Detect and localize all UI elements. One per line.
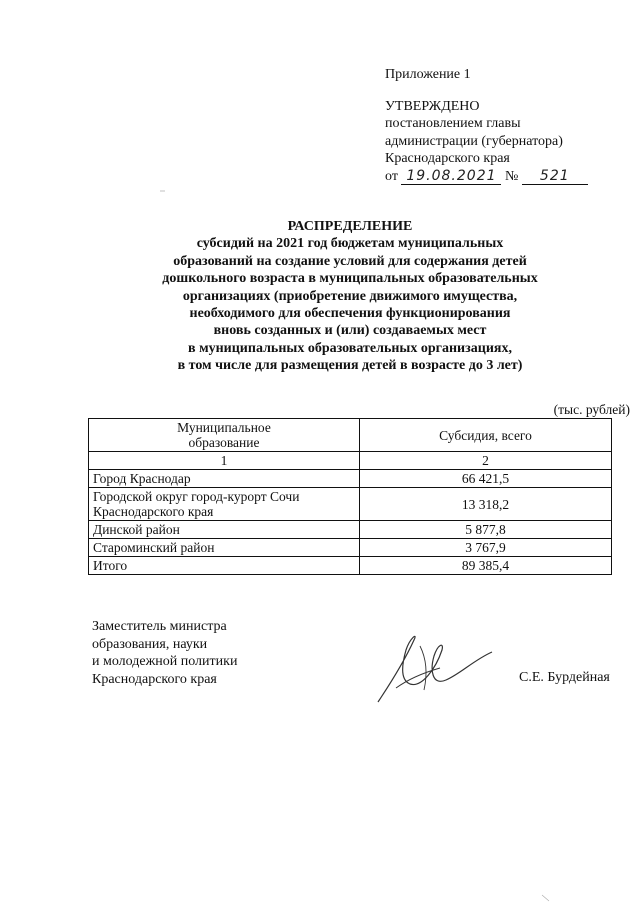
heading-line-6: вновь созданных и (или) создаваемых мест xyxy=(213,323,487,339)
heading-line-1: субсидий на 2021 год бюджетам муниципальных xyxy=(196,236,504,252)
row-municipality xyxy=(89,488,360,521)
approval-date: 19.08.2021 xyxy=(401,169,501,185)
header-subsidy: Субсидия, всего xyxy=(360,419,612,452)
row-municipality: Динской район xyxy=(89,521,360,539)
table-header-row xyxy=(89,419,612,452)
approval-number: 521 xyxy=(522,169,588,185)
heading-line-4: организациях (приобретение движимого имущества, xyxy=(182,288,518,304)
units-label: (тыс. рублей) xyxy=(553,402,630,417)
row-subsidy: 5 877,8 xyxy=(360,521,612,539)
approval-block xyxy=(385,66,588,185)
number-prefix: № xyxy=(504,168,519,184)
row-municipality: Староминский район xyxy=(89,539,360,557)
document-heading xyxy=(130,218,570,375)
stray-mark xyxy=(541,890,551,908)
signer-line-3: и молодежной политики xyxy=(92,654,238,669)
signer-line-4: Краснодарского края xyxy=(92,671,217,687)
total-value: 89 385,4 xyxy=(360,557,612,575)
approval-line-2: администрации (губернатора) xyxy=(385,133,563,149)
handwritten-signature xyxy=(370,628,500,713)
date-prefix: от xyxy=(385,168,398,184)
heading-line-5: необходимого для обеспечения функционирования xyxy=(189,306,511,322)
heading-line-7: в муниципальных образовательных организациях, xyxy=(188,340,512,356)
column-number-1: 1 xyxy=(89,452,360,470)
column-number-2: 2 xyxy=(360,452,612,470)
appendix-label: Приложение 1 xyxy=(385,67,471,82)
row-subsidy: 13 318,2 xyxy=(360,488,612,521)
table-column-numbers-row xyxy=(89,452,612,470)
row-municipality: Город Краснодар xyxy=(89,470,360,488)
stray-mark xyxy=(160,180,166,198)
header-municipality-line-1: Муниципальное xyxy=(177,420,271,435)
document-title: РАСПРЕДЕЛЕНИЕ xyxy=(287,219,413,234)
row-municipality-line-2: Краснодарского края xyxy=(93,504,214,519)
signer-line-2: образования, науки xyxy=(92,636,208,652)
table-row xyxy=(89,521,612,539)
table-row xyxy=(89,539,612,557)
table-total-row xyxy=(89,557,612,575)
distribution-table xyxy=(88,418,612,575)
signer-line-1: Заместитель министра xyxy=(92,619,227,634)
total-label: Итого xyxy=(89,557,360,575)
heading-line-2: образований на создание условий для содержания детей xyxy=(173,253,527,269)
row-municipality-line-1: Городской округ город-курорт Сочи xyxy=(93,489,300,504)
header-municipality-line-2: образование xyxy=(188,435,260,450)
table-row xyxy=(89,488,612,521)
approved-label: УТВЕРЖДЕНО xyxy=(385,98,480,114)
header-municipality xyxy=(89,419,360,452)
table-row xyxy=(89,470,612,488)
signer-position xyxy=(92,618,237,688)
row-subsidy: 66 421,5 xyxy=(360,470,612,488)
heading-line-8: в том числе для размещения детей в возрасте до 3 лет) xyxy=(177,358,523,374)
approval-line-1: постановлением главы xyxy=(385,116,521,131)
row-subsidy: 3 767,9 xyxy=(360,539,612,557)
signer-name: С.Е. Бурдейная xyxy=(519,670,610,685)
approval-line-3: Краснодарского края xyxy=(385,151,510,166)
approval-date-line xyxy=(385,168,588,186)
heading-line-3: дошкольного возраста в муниципальных образовательных xyxy=(162,271,538,287)
